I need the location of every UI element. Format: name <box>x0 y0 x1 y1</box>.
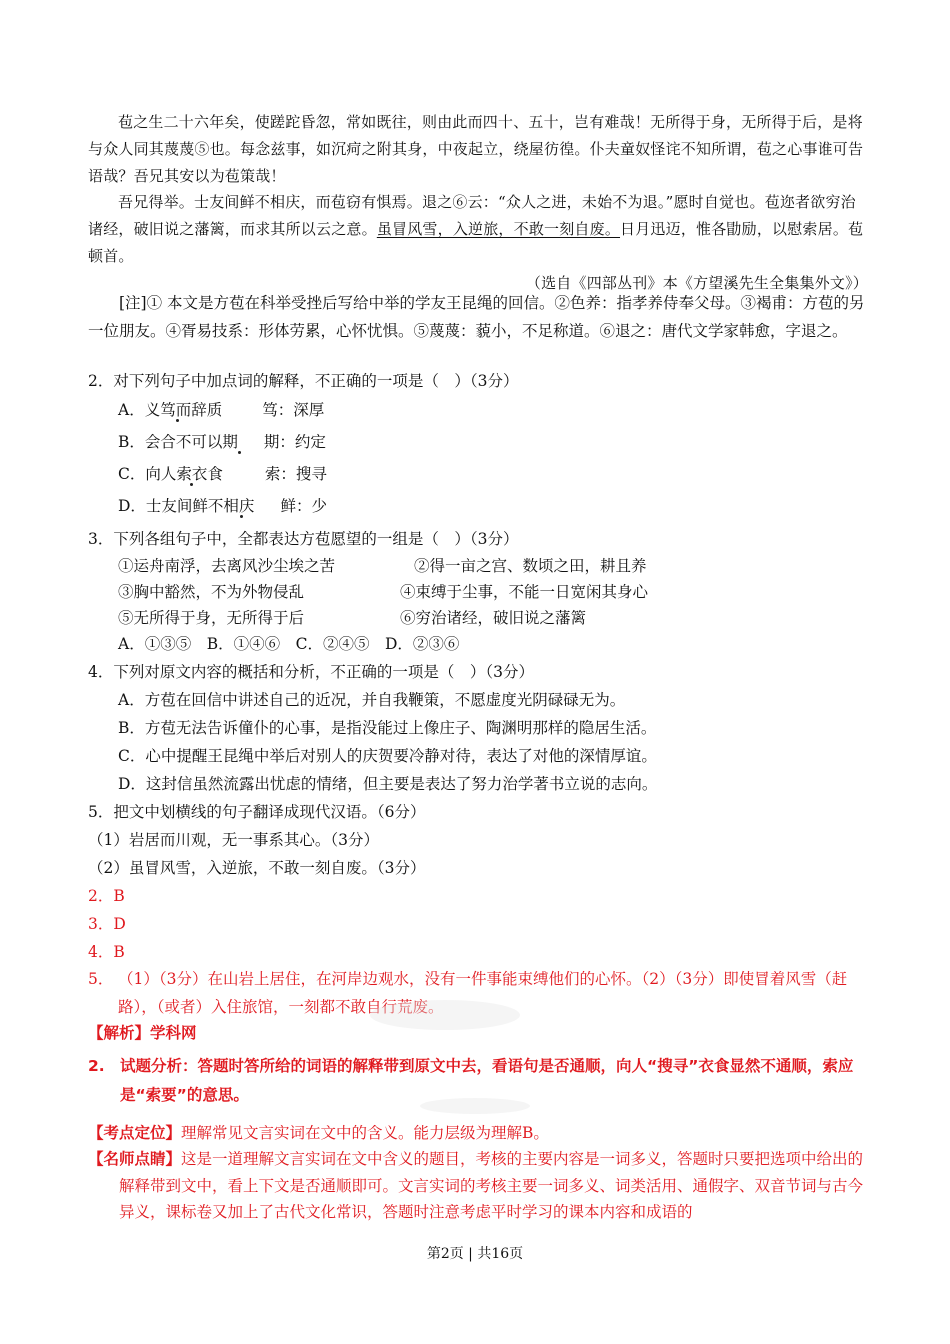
q3-choices: A．①③⑤ B．①④⑥ C．②④⑤ D．②③⑥ <box>118 635 460 653</box>
q2-option-b: B．会合不可以期 期：约定 <box>118 433 326 451</box>
mingshi: 【名师点睛】这是一道理解文言实词在文中含义的题目，考核的主要内容是一词多义，答题时只要把选项中给出的解释带到文中，看上下文是否通顺即可。文言实词的考核主要一词多义、词类活用、通假字、双音节词与古今异义，课标卷又加上了古代文化常识，答题时注意考虑平时学习的课本内容和成语的 <box>88 1150 864 1221</box>
q5-item-1: （1）岩居而川观，无一事系其心。（3分） <box>88 831 379 849</box>
q2-option-d: D．士友间鲜不相庆 鲜：少 <box>118 497 327 515</box>
analysis-header: 【解析】学科网 <box>88 1024 197 1042</box>
q2-option-a: A．义笃而辞质 笃：深厚 <box>118 401 325 419</box>
answer-2: 2．B <box>88 887 125 905</box>
q3-row-2: ③胸中豁然，不为外物侵乱 ④束缚于尘事，不能一日宽闲其身心 <box>118 583 649 601</box>
passage-paragraph-1: 苞之生二十六年矣，使蹉跎昏忽，常如既往，则由此而四十、五十，岂有难哉！无所得于身，无所得于后，是将与众人同其蔑蔑⑤也。每念兹事，如沉疴之附其身，中夜起立，绕屋彷徨。仆夫童奴怪诧不知所谓，苞之心事谁可告语哉？吾兄其安以为苞策哉！ <box>88 113 864 185</box>
kaodian: 【考点定位】理解常见文言实词在文中的含义。能力层级为理解B。 <box>88 1124 549 1142</box>
q4-option-c: C．心中提醒王昆绳中举后对别人的庆贺要冷静对待，表达了对他的深情厚谊。 <box>118 747 657 765</box>
q3-row-1: ①运舟南浮，去离风沙尘埃之苦 ②得一亩之宫、数顷之田，耕且养 <box>118 557 647 575</box>
notes <box>88 290 868 345</box>
q4-option-b: B．方苞无法告诉僮仆的心事，是指没能过上像庄子、陶渊明那样的隐居生活。 <box>118 719 657 737</box>
question-2-stem: 2．对下列句子中加点词的解释，不正确的一项是（ ）（3分） <box>88 372 519 390</box>
question-3-stem: 3．下列各组句子中，全都表达方苞愿望的一组是（ ）（3分） <box>88 530 519 548</box>
passage-source: （选自《四部丛刊》本《方望溪先生全集集外文》） <box>525 273 868 292</box>
answer-3: 3．D <box>88 915 126 933</box>
answer-4: 4．B <box>88 943 125 961</box>
emphasis-dot <box>176 419 179 422</box>
passage <box>88 109 868 297</box>
answer-5: 5． （1）（3分）在山岩上居住，在河岸边观水，没有一件事能束缚他们的心怀。（2）（3分）即使冒着风雪（赶路），（或者）入住旅馆，一刻都不敢自行荒废。 <box>88 970 848 1016</box>
emphasis-dot <box>190 483 193 486</box>
scan-smudge <box>370 1000 520 1030</box>
q4-option-d: D．这封信虽然流露出忧虑的情绪，但主要是表达了努力治学著书立说的志向。 <box>118 775 658 793</box>
q2-option-c: C．向人索衣食 索：搜寻 <box>118 465 327 483</box>
question-5-stem: 5．把文中划横线的句子翻译成现代汉语。（6分） <box>88 803 426 821</box>
q5-item-2: （2）虽冒风雪，入逆旅，不敢一刻自废。（3分） <box>88 859 426 877</box>
underlined-sentence: 虽冒风雪，入逆旅，不敢一刻自废。 <box>376 220 621 239</box>
passage-paragraph-2: 吾兄得举。士友间鲜不相庆，而苞窃有惧焉。退之⑥云：“众人之进，未始不为退。”愿时自觉也。苞迩者欲穷治诸经，破旧说之藩篱，而求其所以云之意。虽冒风雪，入逆旅，不敢一刻自废。日月迅迈，惟各勖励，以慰索居。苞顿首。 <box>88 193 864 265</box>
question-4-stem: 4．下列对原文内容的概括和分析，不正确的一项是（ ）（3分） <box>88 663 534 681</box>
emphasis-dot <box>240 515 243 518</box>
page-footer: 第2页 | 共16页 <box>426 1246 524 1262</box>
notes-text: [注]① 本文是方苞在科举受挫后写给中举的学友王昆绳的回信。②色养：指孝养侍奉父母。③褐甫：方苞的另一位朋友。④胥易技系：形体劳累，心怀忧惧。⑤蔑蔑：藐小，不足称道。⑥退之：唐代文学家韩愈，字退之。 <box>88 294 865 340</box>
q3-row-3: ⑤无所得于身，无所得于后 ⑥穷治诸经，破旧说之藩篱 <box>118 609 587 627</box>
emphasis-dot <box>238 451 241 454</box>
q4-option-a: A．方苞在回信中讲述自己的近况，并自我鞭策，不愿虚度光阴碌碌无为。 <box>118 691 626 709</box>
scan-smudge <box>420 1098 530 1114</box>
analysis-text: 2. 试题分析：答题时答所给的词语的解释带到原文中去，看语句是否通顺，向人“搜寻”衣食显然不通顺，索应是“索要”的意思。 <box>88 1057 854 1104</box>
